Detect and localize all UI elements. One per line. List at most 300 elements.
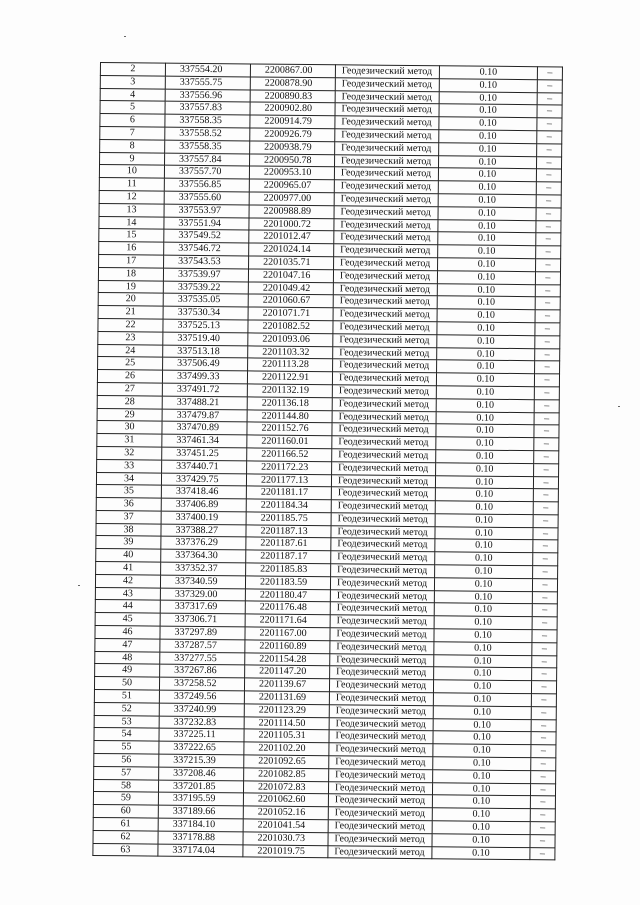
- coordinates-table-wrapper: [92, 62, 563, 861]
- scan-speck: [78, 585, 80, 586]
- y-coordinate-cell: 2201082.85: [244, 768, 329, 782]
- x-coordinate-cell: 337249.56: [159, 690, 244, 704]
- precision-cell: 0.10: [433, 757, 531, 771]
- method-cell: Геодезический метод: [328, 807, 432, 821]
- y-coordinate-cell: 2201187.13: [246, 525, 331, 539]
- x-coordinate-cell: 337555.60: [164, 191, 249, 205]
- y-coordinate-cell: 2201152.76: [247, 422, 332, 436]
- description-cell: –: [533, 502, 558, 515]
- description-cell: –: [530, 822, 555, 835]
- description-cell: –: [537, 143, 562, 156]
- x-coordinate-cell: 337258.52: [159, 677, 244, 691]
- x-coordinate-cell: 337549.52: [164, 229, 249, 243]
- point-number-cell: 22: [98, 318, 163, 331]
- y-coordinate-cell: 2201187.17: [246, 550, 331, 564]
- method-cell: Геодезический метод: [334, 193, 438, 207]
- y-coordinate-cell: 2201183.59: [245, 576, 330, 590]
- y-coordinate-cell: 2201136.18: [247, 397, 332, 411]
- y-coordinate-cell: 2201144.80: [247, 409, 332, 423]
- point-number-cell: 48: [95, 651, 160, 664]
- y-coordinate-cell: 2200950.78: [250, 154, 335, 168]
- precision-cell: 0.10: [435, 475, 533, 489]
- x-coordinate-cell: 337470.89: [162, 421, 247, 435]
- y-coordinate-cell: 2201019.75: [243, 845, 328, 859]
- x-coordinate-cell: 337406.89: [161, 498, 246, 512]
- scan-speck: [124, 36, 126, 37]
- point-number-cell: 20: [98, 293, 163, 306]
- y-coordinate-cell: 2201139.67: [244, 678, 329, 692]
- point-number-cell: 16: [99, 242, 164, 255]
- point-number-cell: 51: [94, 690, 159, 703]
- x-coordinate-cell: 337513.18: [163, 345, 248, 359]
- description-cell: –: [533, 553, 558, 566]
- y-coordinate-cell: 2201154.28: [245, 653, 330, 667]
- precision-cell: 0.10: [433, 706, 531, 720]
- precision-cell: 0.10: [437, 322, 535, 336]
- description-cell: –: [531, 681, 556, 694]
- x-coordinate-cell: 337400.19: [161, 511, 246, 525]
- description-cell: –: [534, 425, 559, 438]
- method-cell: Геодезический метод: [330, 589, 434, 603]
- point-number-cell: 50: [94, 677, 159, 690]
- y-coordinate-cell: 2201187.61: [246, 537, 331, 551]
- x-coordinate-cell: 337554.20: [165, 63, 250, 77]
- precision-cell: 0.10: [438, 219, 536, 233]
- precision-cell: 0.10: [436, 437, 534, 451]
- method-cell: Геодезический метод: [334, 206, 438, 220]
- y-coordinate-cell: 2201092.65: [244, 755, 329, 769]
- y-coordinate-cell: 2201177.13: [246, 473, 331, 487]
- method-cell: Геодезический метод: [329, 692, 433, 706]
- point-number-cell: 12: [99, 190, 164, 203]
- precision-cell: 0.10: [436, 398, 534, 412]
- x-coordinate-cell: 337519.40: [163, 332, 248, 346]
- description-cell: –: [533, 489, 558, 502]
- x-coordinate-cell: 337267.86: [160, 665, 245, 679]
- point-number-cell: 25: [98, 357, 163, 370]
- method-cell: Геодезический метод: [329, 756, 433, 770]
- precision-cell: 0.10: [438, 245, 536, 259]
- x-coordinate-cell: 337429.75: [161, 473, 246, 487]
- y-coordinate-cell: 2201000.72: [249, 218, 334, 232]
- precision-cell: 0.10: [432, 846, 530, 860]
- point-number-cell: 62: [93, 830, 158, 843]
- point-number-cell: 54: [94, 728, 159, 741]
- description-cell: –: [535, 348, 560, 361]
- x-coordinate-cell: 337558.52: [165, 127, 250, 141]
- y-coordinate-cell: 2201103.32: [248, 345, 333, 359]
- method-cell: Геодезический метод: [330, 641, 434, 655]
- y-coordinate-cell: 2201105.31: [244, 729, 329, 743]
- method-cell: Геодезический метод: [329, 730, 433, 744]
- method-cell: Геодезический метод: [328, 845, 432, 859]
- y-coordinate-cell: 2200938.79: [250, 141, 335, 155]
- method-cell: Геодезический метод: [330, 602, 434, 616]
- point-number-cell: 8: [100, 139, 165, 152]
- y-coordinate-cell: 2201166.52: [247, 448, 332, 462]
- description-cell: –: [535, 335, 560, 348]
- x-coordinate-cell: 337418.46: [161, 485, 246, 499]
- point-number-cell: 32: [97, 446, 162, 459]
- x-coordinate-cell: 337240.99: [159, 703, 244, 717]
- method-cell: Геодезический метод: [330, 653, 434, 667]
- y-coordinate-cell: 2201185.83: [246, 563, 331, 577]
- method-cell: Геодезический метод: [332, 385, 436, 399]
- precision-cell: 0.10: [436, 450, 534, 464]
- x-coordinate-cell: 337555.75: [165, 76, 250, 90]
- point-number-cell: 60: [93, 805, 158, 818]
- description-cell: –: [537, 79, 562, 92]
- x-coordinate-cell: 337189.66: [158, 805, 243, 819]
- x-coordinate-cell: 337215.39: [159, 754, 244, 768]
- precision-cell: 0.10: [433, 744, 531, 758]
- description-cell: –: [537, 118, 562, 131]
- description-cell: –: [530, 783, 555, 796]
- point-number-cell: 57: [94, 766, 159, 779]
- description-cell: –: [535, 361, 560, 374]
- precision-cell: 0.10: [432, 795, 530, 809]
- method-cell: Геодезический метод: [335, 116, 439, 130]
- precision-cell: 0.10: [436, 462, 534, 476]
- precision-cell: 0.10: [436, 373, 534, 387]
- method-cell: Геодезический метод: [330, 615, 434, 629]
- method-cell: Геодезический метод: [335, 103, 439, 117]
- point-number-cell: 49: [95, 664, 160, 677]
- point-number-cell: 14: [99, 216, 164, 229]
- description-cell: –: [537, 131, 562, 144]
- y-coordinate-cell: 2201071.71: [248, 307, 333, 321]
- precision-cell: 0.10: [438, 194, 536, 208]
- method-cell: Геодезический метод: [333, 308, 437, 322]
- point-number-cell: 35: [96, 485, 161, 498]
- description-cell: –: [533, 515, 558, 528]
- method-cell: Геодезический метод: [334, 180, 438, 194]
- method-cell: Геодезический метод: [333, 270, 437, 284]
- method-cell: Геодезический метод: [329, 717, 433, 731]
- description-cell: –: [532, 643, 557, 656]
- x-coordinate-cell: 337530.34: [163, 306, 248, 320]
- x-coordinate-cell: 337306.71: [160, 613, 245, 627]
- y-coordinate-cell: 2200890.83: [250, 90, 335, 104]
- method-cell: Геодезический метод: [333, 295, 437, 309]
- x-coordinate-cell: 337376.29: [161, 537, 246, 551]
- x-coordinate-cell: 337558.35: [165, 114, 250, 128]
- x-coordinate-cell: 337340.59: [160, 575, 245, 589]
- method-cell: Геодезический метод: [329, 705, 433, 719]
- y-coordinate-cell: 2201114.50: [244, 717, 329, 731]
- y-coordinate-cell: 2201147.20: [245, 665, 330, 679]
- precision-cell: 0.10: [439, 130, 537, 144]
- method-cell: Геодезический метод: [332, 410, 436, 424]
- precision-cell: 0.10: [435, 565, 533, 579]
- x-coordinate-cell: 337491.72: [162, 383, 247, 397]
- method-cell: Геодезический метод: [332, 449, 436, 463]
- x-coordinate-cell: 337287.57: [160, 639, 245, 653]
- y-coordinate-cell: 2201160.89: [245, 640, 330, 654]
- y-coordinate-cell: 2201082.52: [248, 320, 333, 334]
- point-number-cell: 53: [94, 715, 159, 728]
- x-coordinate-cell: 337225.11: [159, 729, 244, 743]
- method-cell: Геодезический метод: [335, 78, 439, 92]
- point-number-cell: 44: [95, 600, 160, 613]
- coordinates-table: [92, 62, 563, 861]
- precision-cell: 0.10: [439, 117, 537, 131]
- description-cell: –: [531, 732, 556, 745]
- x-coordinate-cell: 337557.83: [165, 102, 250, 116]
- precision-cell: 0.10: [436, 411, 534, 425]
- precision-cell: 0.10: [435, 501, 533, 515]
- point-number-cell: 63: [93, 843, 158, 856]
- y-coordinate-cell: 2201176.48: [245, 601, 330, 615]
- precision-cell: 0.10: [435, 514, 533, 528]
- point-number-cell: 31: [97, 434, 162, 447]
- description-cell: –: [537, 105, 562, 118]
- y-coordinate-cell: 2201172.23: [247, 461, 332, 475]
- y-coordinate-cell: 2201171.64: [245, 614, 330, 628]
- x-coordinate-cell: 337232.83: [159, 716, 244, 730]
- precision-cell: 0.10: [437, 309, 535, 323]
- x-coordinate-cell: 337277.55: [160, 652, 245, 666]
- description-cell: –: [532, 604, 557, 617]
- point-number-cell: 29: [97, 408, 162, 421]
- point-number-cell: 30: [97, 421, 162, 434]
- precision-cell: 0.10: [436, 386, 534, 400]
- description-cell: –: [532, 655, 557, 668]
- y-coordinate-cell: 2200926.79: [250, 128, 335, 142]
- x-coordinate-cell: 337297.89: [160, 626, 245, 640]
- method-cell: Геодезический метод: [334, 244, 438, 258]
- x-coordinate-cell: 337388.27: [161, 524, 246, 538]
- description-cell: –: [530, 847, 555, 860]
- method-cell: Геодезический метод: [329, 743, 433, 757]
- y-coordinate-cell: 2201024.14: [249, 243, 334, 257]
- method-cell: Геодезический метод: [328, 794, 432, 808]
- y-coordinate-cell: 2201047.16: [248, 269, 333, 283]
- x-coordinate-cell: 337558.35: [165, 140, 250, 154]
- point-number-cell: 38: [96, 523, 161, 536]
- x-coordinate-cell: 337461.34: [162, 434, 247, 448]
- description-cell: –: [530, 834, 555, 847]
- description-cell: –: [535, 297, 560, 310]
- y-coordinate-cell: 2201113.28: [248, 358, 333, 372]
- x-coordinate-cell: 337488.21: [162, 396, 247, 410]
- method-cell: Геодезический метод: [331, 474, 435, 488]
- method-cell: Геодезический метод: [332, 423, 436, 437]
- point-number-cell: 33: [97, 459, 162, 472]
- point-number-cell: 42: [95, 574, 160, 587]
- x-coordinate-cell: 337479.87: [162, 409, 247, 423]
- precision-cell: 0.10: [438, 232, 536, 246]
- description-cell: –: [532, 617, 557, 630]
- x-coordinate-cell: 337184.10: [158, 818, 243, 832]
- point-number-cell: 15: [99, 229, 164, 242]
- x-coordinate-cell: 337557.84: [165, 153, 250, 167]
- point-number-cell: 13: [99, 203, 164, 216]
- precision-cell: 0.10: [437, 334, 535, 348]
- point-number-cell: 41: [96, 562, 161, 575]
- point-number-cell: 46: [95, 626, 160, 639]
- x-coordinate-cell: 337499.33: [162, 370, 247, 384]
- scan-speck: [618, 406, 620, 407]
- point-number-cell: 40: [96, 549, 161, 562]
- method-cell: Геодезический метод: [330, 666, 434, 680]
- x-coordinate-cell: 337329.00: [160, 588, 245, 602]
- y-coordinate-cell: 2201132.19: [247, 384, 332, 398]
- point-number-cell: 4: [100, 88, 165, 101]
- y-coordinate-cell: 2200914.79: [250, 115, 335, 129]
- precision-cell: 0.10: [434, 603, 532, 617]
- x-coordinate-cell: 337553.97: [164, 204, 249, 218]
- method-cell: Геодезический метод: [331, 487, 435, 501]
- precision-cell: 0.10: [437, 360, 535, 374]
- description-cell: –: [531, 745, 556, 758]
- precision-cell: 0.10: [437, 270, 535, 284]
- method-cell: Геодезический метод: [331, 551, 435, 565]
- precision-cell: 0.10: [433, 693, 531, 707]
- point-number-cell: 26: [97, 370, 162, 383]
- x-coordinate-cell: 337546.72: [164, 242, 249, 256]
- method-cell: Геодезический метод: [332, 436, 436, 450]
- precision-cell: 0.10: [434, 578, 532, 592]
- description-cell: –: [531, 707, 556, 720]
- y-coordinate-cell: 2201041.54: [243, 819, 328, 833]
- precision-cell: 0.10: [434, 654, 532, 668]
- x-coordinate-cell: 337525.13: [163, 319, 248, 333]
- description-cell: –: [535, 284, 560, 297]
- point-number-cell: 59: [93, 792, 158, 805]
- precision-cell: 0.10: [439, 79, 537, 93]
- method-cell: Геодезический метод: [334, 218, 438, 232]
- precision-cell: 0.10: [437, 296, 535, 310]
- point-number-cell: 24: [98, 344, 163, 357]
- description-cell: –: [532, 630, 557, 643]
- y-coordinate-cell: 2200953.10: [249, 166, 334, 180]
- precision-cell: 0.10: [437, 283, 535, 297]
- x-coordinate-cell: 337352.37: [161, 562, 246, 576]
- description-cell: –: [534, 399, 559, 412]
- x-coordinate-cell: 337178.88: [158, 831, 243, 845]
- description-cell: –: [536, 156, 561, 169]
- precision-cell: 0.10: [435, 539, 533, 553]
- y-coordinate-cell: 2200965.07: [249, 179, 334, 193]
- precision-cell: 0.10: [436, 424, 534, 438]
- x-coordinate-cell: 337364.30: [161, 549, 246, 563]
- y-coordinate-cell: 2201180.47: [245, 589, 330, 603]
- precision-cell: 0.10: [438, 181, 536, 195]
- point-number-cell: 11: [99, 178, 164, 191]
- description-cell: –: [533, 566, 558, 579]
- method-cell: Геодезический метод: [335, 154, 439, 168]
- method-cell: Геодезический метод: [331, 564, 435, 578]
- method-cell: Геодезический метод: [333, 346, 437, 360]
- method-cell: Геодезический метод: [329, 679, 433, 693]
- y-coordinate-cell: 2201181.17: [246, 486, 331, 500]
- y-coordinate-cell: 2201030.73: [243, 832, 328, 846]
- description-cell: –: [530, 796, 555, 809]
- x-coordinate-cell: 337557.70: [164, 165, 249, 179]
- description-cell: –: [534, 463, 559, 476]
- precision-cell: 0.10: [433, 718, 531, 732]
- point-number-cell: 3: [100, 75, 165, 88]
- method-cell: Геодезический метод: [335, 129, 439, 143]
- method-cell: Геодезический метод: [331, 513, 435, 527]
- point-number-cell: 5: [100, 101, 165, 114]
- method-cell: Геодезический метод: [330, 628, 434, 642]
- description-cell: –: [536, 169, 561, 182]
- method-cell: Геодезический метод: [333, 321, 437, 335]
- point-number-cell: 56: [94, 754, 159, 767]
- x-coordinate-cell: 337208.46: [159, 767, 244, 781]
- y-coordinate-cell: 2201184.34: [246, 499, 331, 513]
- point-number-cell: 58: [93, 779, 158, 792]
- description-cell: –: [534, 412, 559, 425]
- description-cell: –: [531, 719, 556, 732]
- y-coordinate-cell: 2201122.91: [247, 371, 332, 385]
- y-coordinate-cell: 2200977.00: [249, 192, 334, 206]
- point-number-cell: 55: [94, 741, 159, 754]
- precision-cell: 0.10: [435, 488, 533, 502]
- x-coordinate-cell: 337551.94: [164, 217, 249, 231]
- precision-cell: 0.10: [434, 590, 532, 604]
- y-coordinate-cell: 2201185.75: [246, 512, 331, 526]
- description-cell: –: [536, 207, 561, 220]
- precision-cell: 0.10: [439, 104, 537, 118]
- y-coordinate-cell: 2200878.90: [250, 77, 335, 91]
- method-cell: Геодезический метод: [334, 257, 438, 271]
- point-number-cell: 61: [93, 817, 158, 830]
- point-number-cell: 43: [95, 587, 160, 600]
- description-cell: –: [531, 770, 556, 783]
- point-number-cell: 28: [97, 395, 162, 408]
- method-cell: Геодезический метод: [328, 820, 432, 834]
- point-number-cell: 9: [100, 152, 165, 165]
- description-cell: –: [536, 220, 561, 233]
- point-number-cell: 47: [95, 638, 160, 651]
- method-cell: Геодезический метод: [335, 65, 439, 79]
- point-number-cell: 6: [100, 114, 165, 127]
- x-coordinate-cell: 337535.05: [163, 293, 248, 307]
- description-cell: –: [534, 374, 559, 387]
- description-cell: –: [536, 246, 561, 259]
- precision-cell: 0.10: [438, 207, 536, 221]
- x-coordinate-cell: 337506.49: [163, 357, 248, 371]
- description-cell: –: [530, 809, 555, 822]
- description-cell: –: [534, 451, 559, 464]
- y-coordinate-cell: 2200867.00: [250, 64, 335, 78]
- y-coordinate-cell: 2201167.00: [245, 627, 330, 641]
- point-number-cell: 39: [96, 536, 161, 549]
- description-cell: –: [534, 438, 559, 451]
- method-cell: Геодезический метод: [332, 461, 436, 475]
- x-coordinate-cell: 337556.85: [164, 178, 249, 192]
- description-cell: –: [536, 259, 561, 272]
- method-cell: Геодезический метод: [335, 142, 439, 156]
- description-cell: –: [537, 67, 562, 80]
- point-number-cell: 7: [100, 126, 165, 139]
- y-coordinate-cell: 2201060.67: [248, 294, 333, 308]
- precision-cell: 0.10: [434, 616, 532, 630]
- x-coordinate-cell: 337539.97: [163, 268, 248, 282]
- y-coordinate-cell: 2201093.06: [248, 333, 333, 347]
- precision-cell: 0.10: [432, 808, 530, 822]
- x-coordinate-cell: 337543.53: [164, 255, 249, 269]
- x-coordinate-cell: 337539.22: [163, 281, 248, 295]
- y-coordinate-cell: 2201052.16: [243, 806, 328, 820]
- y-coordinate-cell: 2200988.89: [249, 205, 334, 219]
- method-cell: Геодезический метод: [328, 781, 432, 795]
- description-cell: –: [531, 758, 556, 771]
- method-cell: Геодезический метод: [329, 769, 433, 783]
